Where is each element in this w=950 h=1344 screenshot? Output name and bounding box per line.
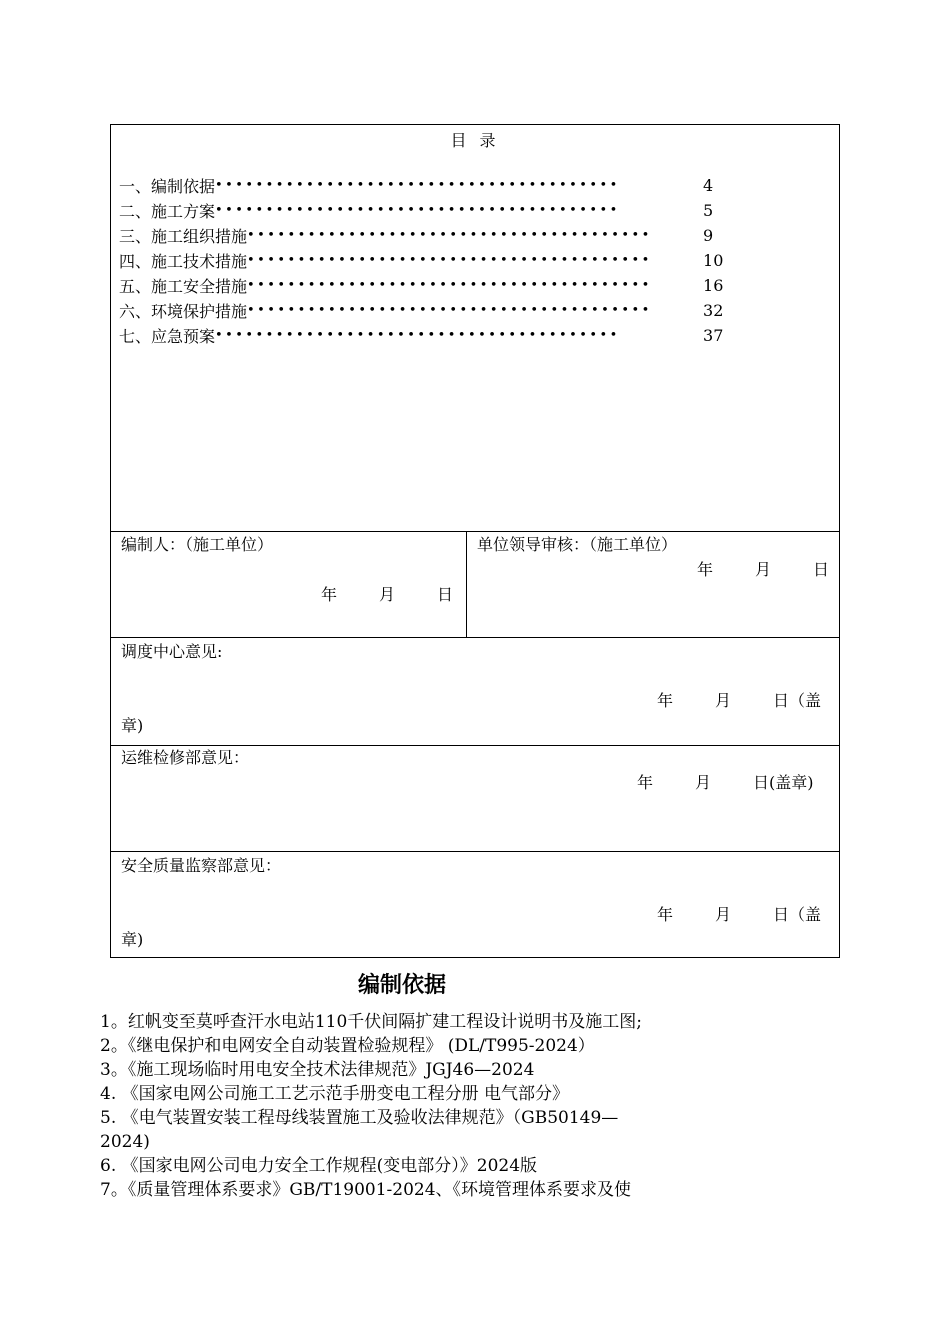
basis-line: 5. 《电气装置安装工程母线装置施工及验收法律规范》（GB50149— [100, 1108, 619, 1128]
toc-entry-page: 4 [703, 175, 714, 195]
toc-entry-page: 37 [703, 325, 724, 345]
maintenance-year: 年 [637, 773, 654, 792]
toc-entry-page: 9 [703, 225, 714, 245]
basis-line: 6. 《国家电网公司电力安全工作规程(变电部分）》2024版 [100, 1156, 538, 1176]
leader-review-label: 单位领导审核：（施工单位） [477, 535, 678, 554]
toc-entry-label: 一、编制依据 [119, 176, 216, 196]
basis-line: 7。《质量管理体系要求》GB/T19001-2024、《环境管理体系要求及使 [100, 1180, 632, 1200]
toc-entry-label: 三、施工组织措施 [119, 226, 248, 246]
toc-entry[interactable] [119, 324, 723, 346]
toc-leader-dots: •••••••••••••••••••••••••••••••••••••••• [247, 252, 652, 268]
safety-day: 日（盖 [773, 905, 822, 924]
basis-line: 3。《施工现场临时用电安全技术法律规范》JGJ46—2024 [100, 1060, 535, 1080]
dispatch-opinion-label: 调度中心意见: [121, 642, 223, 661]
divider [111, 745, 839, 746]
dispatch-month: 月 [715, 691, 732, 710]
approval-form-table [110, 124, 840, 958]
basis-line: 1。红帆变至莫呼查汗水电站110千伏间隔扩建工程设计说明书及施工图; [100, 1012, 642, 1032]
compiler-year: 年 [321, 585, 338, 604]
toc-entry[interactable] [119, 174, 713, 196]
basis-line: 2024) [100, 1132, 150, 1152]
toc-entry-label: 五、施工安全措施 [119, 276, 248, 296]
toc-entry[interactable] [119, 249, 723, 271]
divider [466, 531, 467, 637]
divider [111, 531, 839, 532]
toc-entry-page: 5 [703, 200, 714, 220]
basis-line: 4. 《国家电网公司施工工艺示范手册变电工程分册 电气部分》 [100, 1084, 570, 1104]
toc-entry-label: 七、应急预案 [119, 326, 216, 346]
compiler-month: 月 [379, 585, 396, 604]
toc-leader-dots: •••••••••••••••••••••••••••••••••••••••• [215, 202, 620, 218]
leader-year: 年 [697, 560, 714, 579]
toc-leader-dots: •••••••••••••••••••••••••••••••••••••••• [215, 327, 620, 343]
maintenance-opinion-label: 运维检修部意见： [121, 748, 250, 767]
dispatch-year: 年 [657, 691, 674, 710]
dispatch-day: 日（盖 [773, 691, 822, 710]
toc-entry-page: 32 [703, 300, 724, 320]
toc-entry-page: 10 [703, 250, 724, 270]
toc-leader-dots: •••••••••••••••••••••••••••••••••••••••• [247, 302, 652, 318]
toc-entry-page: 16 [703, 275, 724, 295]
compiler-label: 编制人：（施工单位） [121, 535, 274, 554]
safety-opinion-label: 安全质量监察部意见： [121, 856, 282, 875]
compiler-day: 日 [437, 585, 454, 604]
toc-entry[interactable] [119, 224, 713, 246]
safety-month: 月 [715, 905, 732, 924]
toc-leader-dots: •••••••••••••••••••••••••••••••••••••••• [215, 177, 620, 193]
maintenance-month: 月 [695, 773, 712, 792]
toc-entry-label: 四、施工技术措施 [119, 251, 248, 271]
toc-leader-dots: •••••••••••••••••••••••••••••••••••••••• [247, 227, 652, 243]
toc-title: 目 录 [450, 131, 500, 150]
divider [111, 637, 839, 638]
toc-entry[interactable] [119, 299, 723, 321]
section-heading: 编制依据 [358, 973, 447, 998]
toc-leader-dots: •••••••••••••••••••••••••••••••••••••••• [247, 277, 652, 293]
toc-entry[interactable] [119, 274, 723, 296]
toc-entry-label: 六、环境保护措施 [119, 301, 248, 321]
toc-entry-label: 二、施工方案 [119, 201, 216, 221]
maintenance-day: 日(盖章) [753, 773, 814, 792]
toc-entry[interactable] [119, 199, 713, 221]
leader-month: 月 [755, 560, 772, 579]
divider [111, 851, 839, 852]
safety-seal-tail: 章) [121, 930, 144, 949]
basis-line: 2。《继电保护和电网安全自动装置检验规程》 (DL/T995-2024） [100, 1036, 595, 1056]
safety-year: 年 [657, 905, 674, 924]
leader-day: 日 [813, 560, 830, 579]
dispatch-seal-tail: 章) [121, 716, 144, 735]
